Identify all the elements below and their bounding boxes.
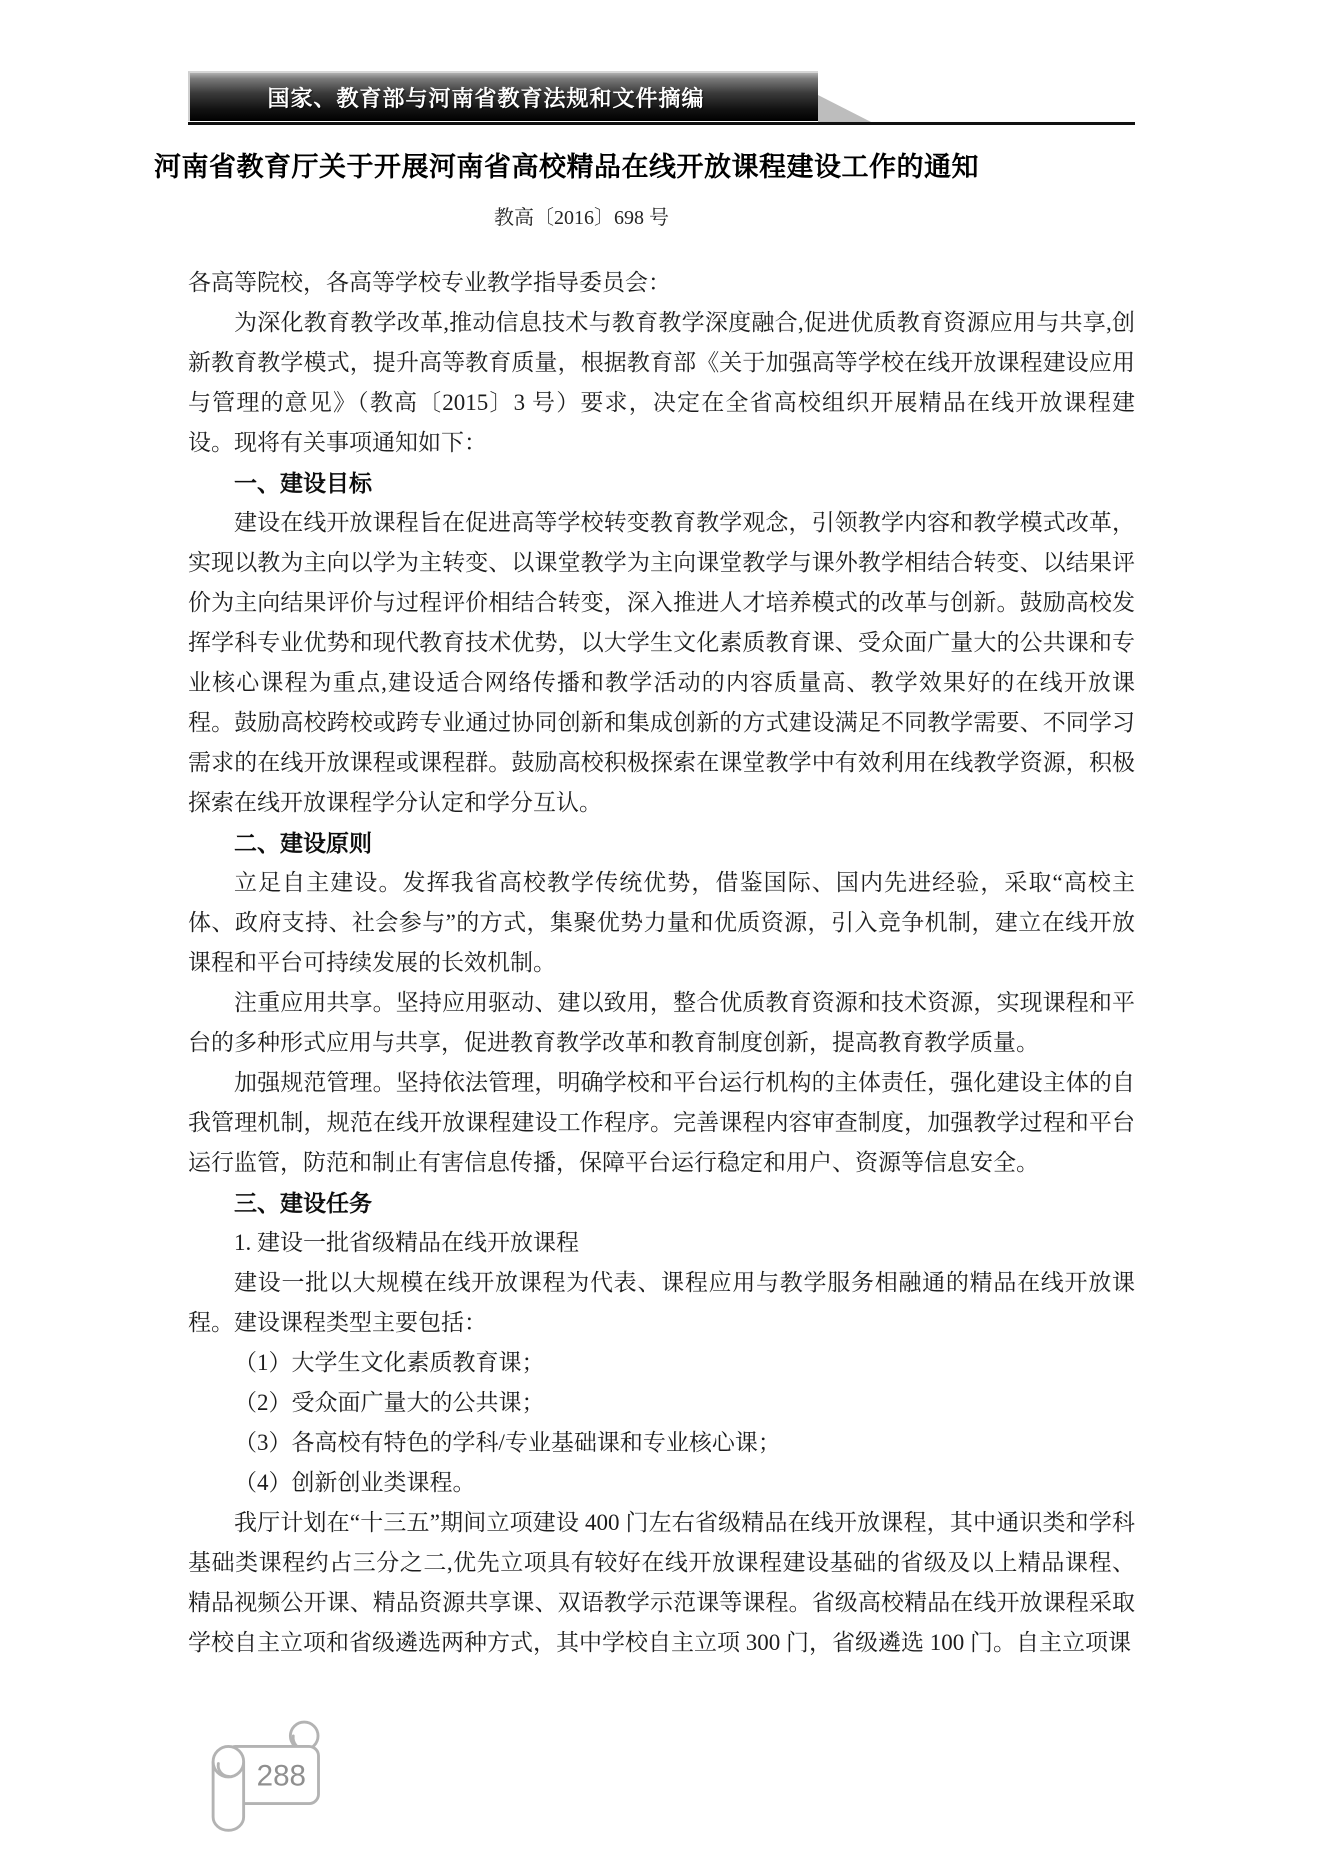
section-3-heading: 三、建设任务 [234, 1190, 372, 1216]
course-type-item-2: （2）受众面广量大的公共课； [234, 1390, 545, 1415]
pennant-arrow-icon [818, 95, 875, 124]
document-title: 河南省教育厅关于开展河南省高校精品在线开放课程建设工作的通知 [154, 152, 979, 182]
section-2-paragraph-1: 立足自主建设。发挥我省高校教学传统优势，借鉴国际、国内先进经验，采取“高校主体、政府支持、社会参与”的方式，集聚优势力量和优质资源，引入竞争机制，建立在线开放课程和平台可持续发展的长效机制。 [188, 870, 1135, 975]
section-1-heading: 一、建设目标 [234, 470, 372, 496]
course-type-item-1: （1）大学生文化素质教育课； [234, 1350, 545, 1375]
section-2-paragraph-2: 注重应用共享。坚持应用驱动、建以致用，整合优质教育资源和技术资源，实现课程和平台的多种形式应用与共享，促进教育教学改革和教育制度创新，提高教育教学质量。 [188, 990, 1135, 1055]
document-body [188, 263, 1135, 1663]
course-type-item-4: （4）创新创业类课程。 [234, 1470, 476, 1495]
section-3-paragraph-2: 我厅计划在“十三五”期间立项建设 400 门左右省级精品在线开放课程，其中通识类和学科基础类课程约占三分之二,优先立项具有较好在线开放课程建设基础的省级及以上精品课程、精品视频公开课、精品资源共享课、双语教学示范课等课程。省级高校精品在线开放课程采取学校自主立项和省级遴选两种方式，其中学校自主立项 300 门，省级遴选 100 门。自主立项课 [188, 1510, 1135, 1655]
page-number: 288 [256, 1759, 306, 1793]
course-type-item-3: （3）各高校有特色的学科/专业基础课和专业核心课； [234, 1430, 781, 1455]
section-3-paragraph-1: 建设一批以大规模在线开放课程为代表、课程应用与教学服务相融通的精品在线开放课程。建设课程类型主要包括： [188, 1270, 1135, 1335]
header-band [188, 71, 818, 121]
section-2-paragraph-3: 加强规范管理。坚持依法管理，明确学校和平台运行机构的主体责任，强化建设主体的自我管理机制，规范在线开放课程建设工作程序。完善课程内容审查制度，加强教学过程和平台运行监管，防范和制止有害信息传播，保障平台运行稳定和用户、资源等信息安全。 [188, 1070, 1135, 1175]
document-number: 教高〔2016〕698 号 [494, 207, 669, 229]
section-1-paragraph: 建设在线开放课程旨在促进高等学校转变教育教学观念，引领教学内容和教学模式改革，实现以教为主向以学为主转变、以课堂教学为主向课堂教学与课外教学相结合转变、以结果评价为主向结果评价与过程评价相结合转变，深入推进人才培养模式的改革与创新。鼓励高校发挥学科专业优势和现代教育技术优势，以大学生文化素质教育课、受众面广量大的公共课和专业核心课程为重点,建设适合网络传播和教学活动的内容质量高、教学效果好的在线开放课程。鼓励高校跨校或跨专业通过协同创新和集成创新的方式建设满足不同教学需要、不同学习需求的在线开放课程或课程群。鼓励高校积极探索在课堂教学中有效利用在线教学资源，积极探索在线开放课程学分认定和学分互认。 [188, 510, 1135, 815]
salutation: 各高等院校，各高等学校专业教学指导委员会： [188, 270, 671, 295]
scroll-banner-icon [205, 1706, 329, 1844]
header-rule [188, 122, 1135, 125]
page-footer [205, 1706, 329, 1844]
section-2-heading: 二、建设原则 [234, 830, 372, 856]
header-band-title: 国家、教育部与河南省教育法规和文件摘编 [267, 85, 705, 111]
section-3-subitem-title: 1. 建设一批省级精品在线开放课程 [234, 1230, 579, 1255]
intro-paragraph: 为深化教育教学改革,推动信息技术与教育教学深度融合,促进优质教育资源应用与共享,创新教育教学模式，提升高等教育质量，根据教育部《关于加强高等学校在线开放课程建设应用与管理的意见》（教高〔2015〕3 号）要求，决定在全省高校组织开展精品在线开放课程建设。现将有关事项通知如下： [188, 310, 1135, 455]
